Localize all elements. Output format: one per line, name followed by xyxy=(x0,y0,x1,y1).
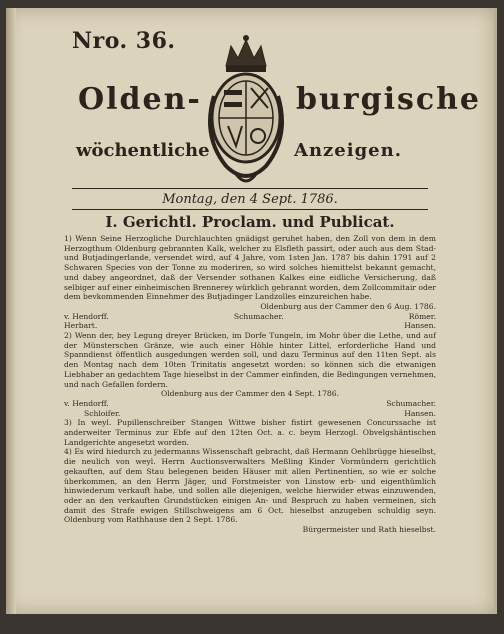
notice-2-signatures xyxy=(64,399,436,409)
section-title: I. Gerichtl. Proclam. und Publicat. xyxy=(105,213,395,231)
signature: Schumacher. xyxy=(386,398,436,408)
notice-4-signature: Bürgermeister und Rath hieselbst. xyxy=(302,525,436,535)
notices-body xyxy=(64,234,436,535)
notice-1: 1) Wenn Seine Herzogliche Durchlauchten gnädigst geruhet haben, den Zoll von dem in dem Herzogthum Oldenburg gebrannten Kalk, welcher zu Elsfleth passirt, oder auch aus dem Stad- und Butjadingerlande, versendet wird, auf 4 Jahre, vom 1sten Jan. 1787 bis dahin 1791 auf 2 Schwaren Species von der Tonne zu moderiren, so wird solches hiemittelst bekannt gemacht, und dabey angeordnet, daß der Versender sothanen Kalkes eine eidliche Versicherung, daß selbiger auf einer einheimischen Brennerey würklich gebrannt worden, dem Zollcommitair oder dem bevkommenden Einnehmer des Butjadinger Landzolles einzureichen habe. xyxy=(64,234,436,302)
notice-1-signatures-2 xyxy=(64,321,436,331)
rule-bottom xyxy=(72,209,428,210)
signature: Hansen. xyxy=(404,321,436,331)
signature: Hansen. xyxy=(404,408,436,418)
masthead-title-right: burgische xyxy=(296,82,482,117)
page-binding-edge xyxy=(6,8,16,614)
masthead-subtitle-left: wöchentliche xyxy=(76,140,210,161)
masthead-title-left: Olden- xyxy=(78,82,202,117)
masthead-subtitle-right: Anzeigen. xyxy=(294,140,402,161)
notice-4: 4) Es wird hiedurch zu jedermanns Wissenschaft gebracht, daß Hermann Oehlbrügge hieselbst, die neulich von weyl. Herrn Auctionsverwalters Meßling Kinder Vormündern gerichtlich gekauften, auf dem Stau belegenen beiden Häuser mit allen Pertinentien, so wie er solche überkommen, an den Herrn Jäger, und Forstmeister von Linstow erb- und eigenthümlich hinwiederum verkauft habe, und sollen alle diejenigen, welche hierwider etwas einzuwenden, oder an den verkauften Grundstücken einigen An- und Bespruch zu haben vermeinen, sich damit des Strafe ewigen Stillschweigens am 6 Oct. hieselbst anzugeben schuldig seyn. Oldenburg vom Rathhause den 2 Sept. 1786. xyxy=(64,447,436,525)
signature: v. Hendorff. xyxy=(64,398,109,408)
notice-2: 2) Wenn der, bey Legung dreyer Brücken, im Dorfe Tungeln, im Mohr über die Lethe, und auf der Münsterschen Gränze, wie auch einer Höhle hinter Littel, erforderliche Hand und Spanndienst öffentlich ausgedungen werden soll, und dazu Terminus auf den 11ten Sept. als den Montag nach dem 10ten Trinitatis angesetzt worden: so können sich die etwanigen Liebhaber an gedachtem Tage hieselbst in der Cammer einfinden, die Bedingungen vernehmen, und nach Gefallen fordern. xyxy=(64,331,436,389)
notice-1-place: Oldenburg aus der Cammer den 6 Aug. 1786. xyxy=(260,301,436,311)
signature: v. Hendorff. xyxy=(64,311,109,321)
coat-of-arms-icon xyxy=(196,26,296,196)
notice-2-signatures-2 xyxy=(64,409,436,419)
issue-number: Nro. 36. xyxy=(72,28,176,54)
issue-date: Montag, den 4 Sept. 1786. xyxy=(162,192,338,207)
notice-1-signatures xyxy=(64,312,436,322)
rule-top xyxy=(72,188,428,189)
signature: Römer. xyxy=(408,311,436,321)
notice-3: 3) In weyl. Pupillenschreiber Stangen Wittwe bisher fistirt gewesenen Concurssache ist anderweiter Terminus zur Ebfe auf den 12ten Oct. a. c. beym Herzogl. Obvelgshäntischen Landgerichte angesetzt worden. xyxy=(64,418,436,447)
signature: Schumacher. xyxy=(233,311,284,321)
notice-2-place: Oldenburg aus der Cammer den 4 Sept. 1786. xyxy=(160,389,340,399)
newspaper-page xyxy=(6,8,497,614)
signature: Schloifer. xyxy=(84,408,121,418)
signature: Herbart. xyxy=(64,321,98,331)
